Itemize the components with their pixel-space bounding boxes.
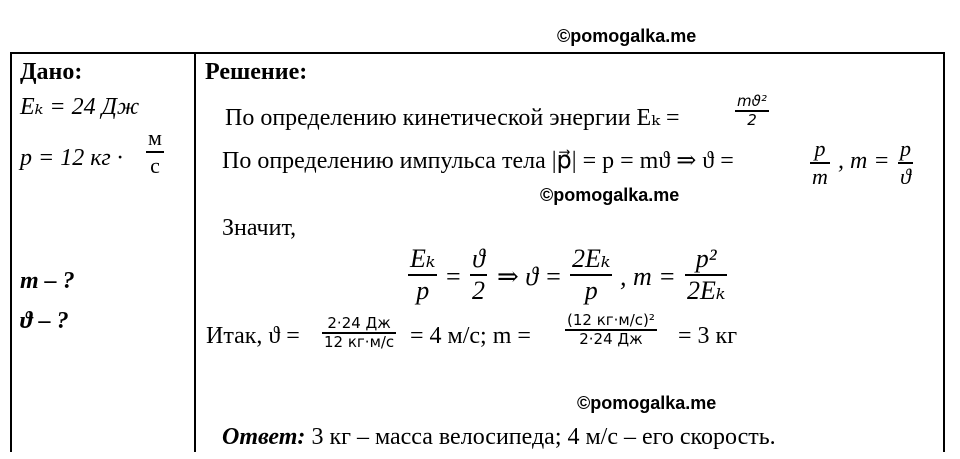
fraction-numerator: Eₖ — [410, 244, 436, 273]
fraction-denominator: 2·24 Дж — [579, 329, 643, 348]
eq-fraction-2 — [470, 244, 487, 306]
result-mid: = 4 м/с; m = — [410, 323, 531, 349]
column-divider — [194, 52, 196, 452]
fraction-denominator: 2Eₖ — [687, 275, 726, 305]
fraction-denominator: p — [416, 275, 430, 305]
momentum-mid: , m = — [838, 148, 890, 174]
given-title: Дано: — [20, 59, 83, 85]
velocity-fraction — [810, 136, 830, 190]
eq-implies: ⇒ ϑ = — [497, 262, 563, 291]
result-mass-fraction — [565, 312, 657, 348]
unit-numerator: м — [148, 125, 162, 150]
fraction-denominator: p — [584, 275, 598, 305]
therefore-label: Значит, — [222, 215, 297, 241]
fraction-denominator: ϑ — [900, 163, 911, 189]
fraction-denominator: 12 кг·м/с — [324, 332, 395, 351]
fraction-numerator: (12 кг·м/с)² — [567, 311, 655, 329]
eq-fraction-4 — [685, 244, 727, 306]
find-velocity: ϑ – ? — [20, 308, 69, 334]
watermark-top: ©pomogalka.me — [557, 26, 697, 46]
fraction-numerator: 2·24 Дж — [327, 314, 391, 332]
kinetic-energy-fraction — [735, 93, 769, 129]
momentum-definition: По определению импульса тела |p⃗| = p = mϑ ⇒ ϑ = — [222, 148, 734, 174]
answer-label: Ответ: — [222, 424, 306, 450]
fraction-numerator: p — [900, 136, 911, 161]
fraction-denominator: 2 — [747, 110, 757, 129]
watermark-bottom: ©pomogalka.me — [577, 393, 717, 413]
mass-fraction — [898, 136, 913, 190]
given-energy: Eₖ = 24 Дж — [20, 94, 140, 120]
result-velocity-fraction — [322, 315, 396, 351]
eq-fraction-1 — [408, 244, 437, 306]
fraction-denominator: 2 — [472, 275, 485, 305]
fraction-numerator: ϑ — [472, 244, 485, 273]
fraction-numerator: mϑ² — [737, 92, 767, 110]
eq-fraction-3 — [570, 244, 612, 306]
solution-title: Решение: — [205, 59, 308, 85]
eq-equals: = — [446, 262, 461, 291]
kinetic-energy-definition: По определению кинетической энергии Eₖ = — [225, 105, 680, 131]
eq-mid: , m = — [620, 262, 676, 291]
given-momentum: p = 12 кг · — [20, 145, 123, 171]
fraction-numerator: p² — [695, 244, 717, 273]
result-end: = 3 кг — [678, 323, 738, 349]
answer-text: 3 кг – масса велосипеда; 4 м/с – его скорость. — [311, 424, 776, 450]
fraction-numerator: 2Eₖ — [572, 244, 611, 273]
given-momentum-unit — [146, 125, 164, 179]
result-intro: Итак, ϑ = — [206, 323, 300, 349]
fraction-numerator: p — [814, 136, 826, 161]
unit-denominator: с — [150, 152, 160, 178]
find-mass: m – ? — [20, 268, 75, 294]
watermark-middle: ©pomogalka.me — [540, 185, 680, 205]
fraction-denominator: m — [812, 163, 828, 189]
answer-line — [222, 423, 776, 451]
